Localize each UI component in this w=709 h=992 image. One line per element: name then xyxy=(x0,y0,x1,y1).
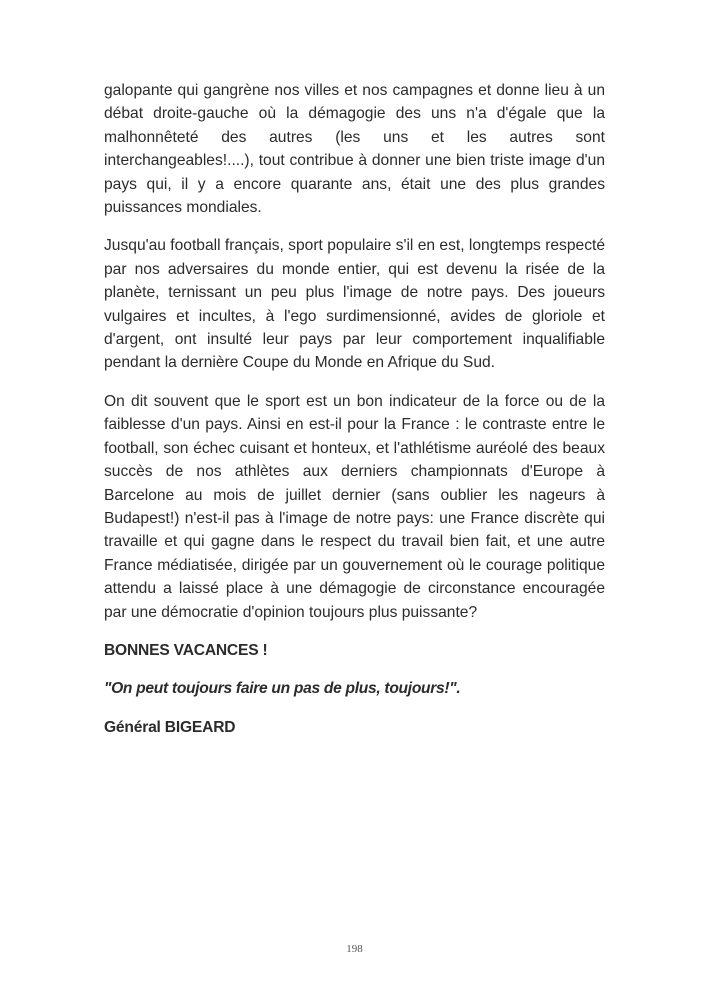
page-number: 198 xyxy=(346,943,363,955)
body-text xyxy=(104,79,605,739)
paragraph-2: Jusqu'au football français, sport populaire s'il en est, longtemps respecté par nos adversaires du monde entier, qui est devenu la risée de la planète, ternissant un peu plus l'image de notre pays. Des joueurs vulgaires et incultes, à l'ego surdimensionné, avides de gloriole et d'argent, ont insulté leur pays par leur comportement inqualifiable pendant la dernière Coupe du Monde en Afrique du Sud. xyxy=(104,237,605,372)
closing-heading: BONNES VACANCES ! xyxy=(104,641,268,659)
paragraph-3: On dit souvent que le sport est un bon indicateur de la force ou de la faiblesse d'un pays. Ainsi en est-il pour la France : le contraste entre le football, son échec cuisant et honteux, et l'athlétisme auréolé des beaux succès de nos athlètes aux derniers championnats d'Europe à Barcelone au mois de juillet dernier (sans oublier les nageurs à Budapest!) n'est-il pas à l'image de notre pays: une France discrète qui travaille et qui gagne dans le respect du travail bien fait, et une autre France médiatisée, dirigée par un gouvernement où le courage politique attendu a laissé place à une démagogie de circonstance encouragée par une démocratie d'opinion toujours plus puissante? xyxy=(104,392,605,621)
quote: "On peut toujours faire un pas de plus, toujours!". xyxy=(104,680,461,698)
paragraph-1: galopante qui gangrène nos villes et nos campagnes et donne lieu à un débat droite-gauche où la démagogie des uns n'a d'égale que la malhonnêteté des autres (les uns et les autres sont interchangeables!....), tout contribue à donner une bien triste image d'un pays qui, il y a encore quarante ans, était une des plus grandes puissances mondiales. xyxy=(104,82,605,217)
signature: Général BIGEARD xyxy=(104,718,236,736)
